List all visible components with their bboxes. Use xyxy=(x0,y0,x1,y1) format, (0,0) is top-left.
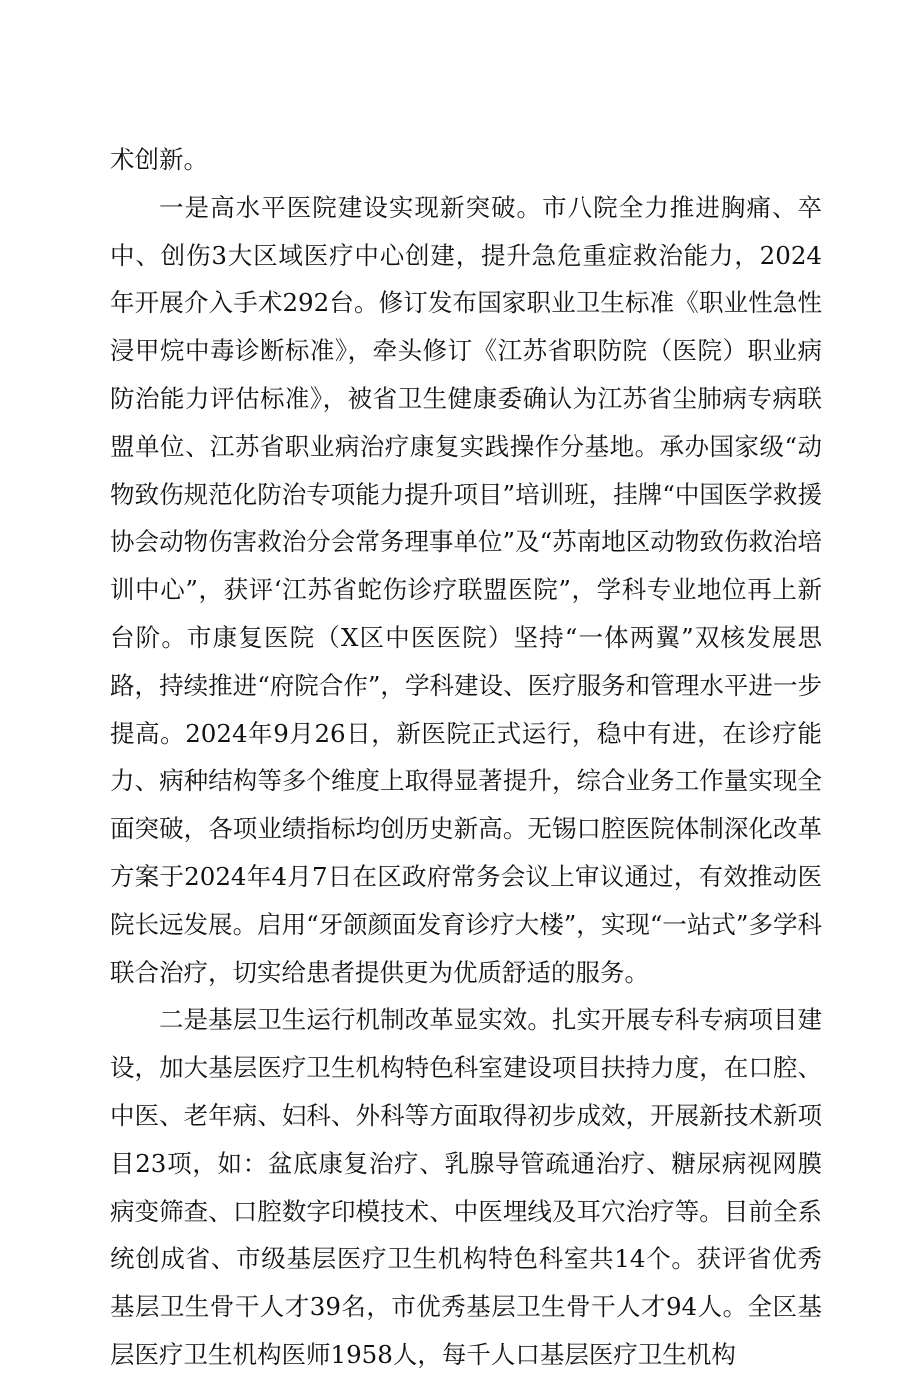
paragraph-grassroots-reform: 二是基层卫生运行机制改革显实效。扎实开展专科专病项目建设，加大基层医疗卫生机构特色科室建设项目扶持力度，在口腔、中医、老年病、妇科、外科等方面取得初步成效，开展新技术新项目23项，如：盆底康复治疗、乳腺导管疏通治疗、糖尿病视网膜病变筛查、口腔数字印模技术、中医埋线及耳穴治疗等。目前全系统创成省、市级基层医疗卫生机构特色科室共14个。获评省优秀基层卫生骨干人才39名，市优秀基层卫生骨干人才94人。全区基层医疗卫生机构医师1958人，每千人口基层医疗卫生机构 xyxy=(110,1005,822,1369)
paragraph-continuation: 术创新。 xyxy=(110,145,208,174)
paragraph-hospital-construction: 一是高水平医院建设实现新突破。市八院全力推进胸痛、卒中、创伤3大区域医疗中心创建，提升急危重症救治能力，2024年开展介入手术292台。修订发布国家职业卫生标准《职业性急性浸甲烷中毒诊断标准》，牵头修订《江苏省职防院（医院）职业病防治能力评估标准》，被省卫生健康委确认为江苏省尘肺病专病联盟单位、江苏省职业病治疗康复实践操作分基地。承办国家级“动物致伤规范化防治专项能力提升项目”培训班，挂牌“中国医学救援协会动物伤害救治分会常务理事单位”及“苏南地区动物致伤救治培训中心”，获评‘江苏省蛇伤诊疗联盟医院”，学科专业地位再上新台阶。市康复医院（X区中医医院）坚持“一体两翼”双核发展思路，持续推进“府院合作”，学科建设、医疗服务和管理水平进一步提高。2024年9月26日，新医院正式运行，稳中有进，在诊疗能力、病种结构等多个维度上取得显著提升，综合业务工作量实现全面突破，各项业绩指标均创历史新高。无锡口腔医院体制深化改革方案于2024年4月7日在区政府常务会议上审议通过，有效推动医院长远发展。启用“牙颌颜面发育诊疗大楼”，实现“一站式”多学科联合治疗，切实给患者提供更为优质舒适的服务。 xyxy=(110,192,822,987)
document-body xyxy=(110,136,822,1379)
